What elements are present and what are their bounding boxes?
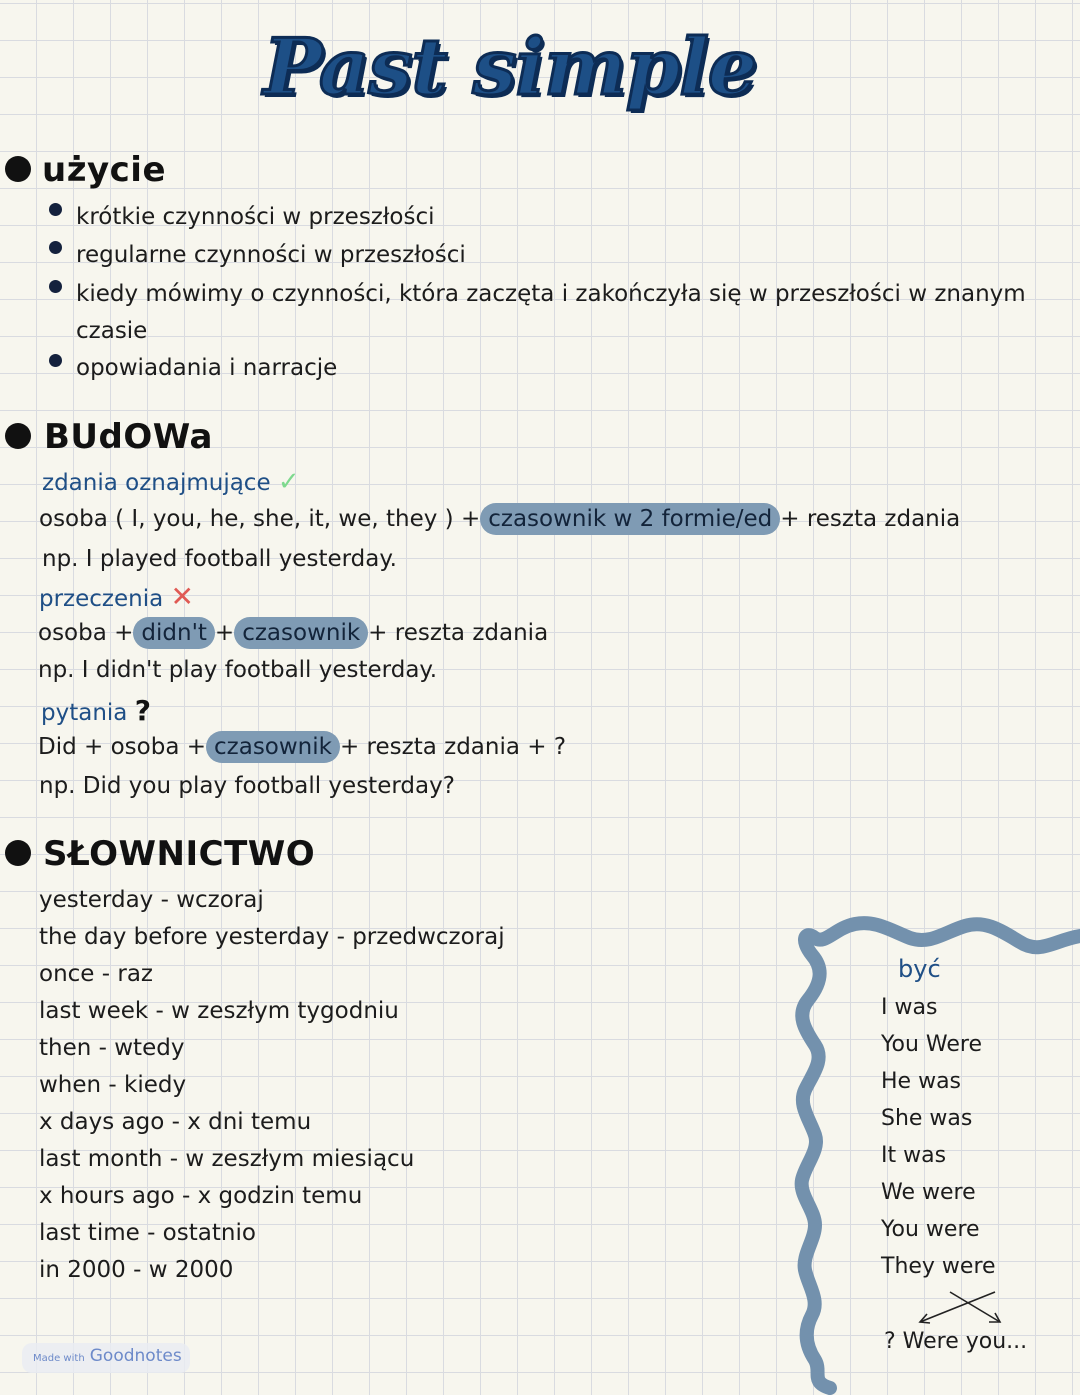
vocab-item: when - kiedy bbox=[39, 1072, 187, 1098]
vocab-item: last week - w zeszłym tygodniu bbox=[39, 998, 399, 1024]
negative-label: przeczenia ✕ bbox=[39, 580, 194, 613]
byc-form: They were bbox=[881, 1254, 996, 1279]
byc-form: He was bbox=[881, 1069, 962, 1094]
heading-uzycie: użycie bbox=[42, 150, 167, 190]
highlight-verb: czasownik bbox=[234, 617, 368, 649]
byc-form: You Were bbox=[881, 1032, 983, 1057]
byc-question: ? Were you... bbox=[884, 1329, 1028, 1354]
check-icon: ✓ bbox=[277, 467, 300, 497]
uzycie-bullet-3-cont: czasie bbox=[76, 318, 148, 344]
bullet-dot bbox=[49, 241, 62, 254]
negative-formula: osoba + didn't + czasownik + reszta zdania bbox=[38, 617, 548, 649]
questions-formula: Did + osoba + czasownik + reszta zdania + ? bbox=[38, 731, 566, 763]
swap-arrows-icon bbox=[915, 1288, 1005, 1328]
vocab-item: in 2000 - w 2000 bbox=[39, 1257, 234, 1283]
negative-example: np. I didn't play football yesterday. bbox=[38, 657, 438, 683]
question-mark-icon: ? bbox=[134, 694, 151, 727]
questions-example: np. Did you play football yesterday? bbox=[39, 773, 455, 799]
bullet-dot bbox=[49, 203, 62, 216]
vocab-item: x hours ago - x godzin temu bbox=[39, 1183, 363, 1209]
highlight-verb: czasownik bbox=[206, 731, 340, 763]
page-title: Past simple bbox=[263, 22, 757, 113]
bullet-dot bbox=[49, 354, 62, 367]
bullet-dot bbox=[49, 280, 62, 293]
affirmative-formula: osoba ( I, you, he, she, it, we, they ) + czasownik w 2 formie/ed + reszta zdania bbox=[39, 503, 960, 535]
highlight-verb-2nd-form: czasownik w 2 formie/ed bbox=[480, 503, 780, 535]
byc-form: It was bbox=[881, 1143, 947, 1168]
uzycie-bullet-2: regularne czynności w przeszłości bbox=[76, 242, 466, 268]
goodnotes-badge-text: Made with Goodnotes bbox=[33, 1346, 182, 1366]
section-bullet bbox=[5, 840, 31, 866]
byc-form: We were bbox=[881, 1180, 976, 1205]
uzycie-bullet-1: krótkie czynności w przeszłości bbox=[76, 204, 435, 230]
vocab-item: the day before yesterday - przedwczoraj bbox=[39, 924, 505, 950]
vocab-item: once - raz bbox=[39, 961, 153, 987]
byc-form: I was bbox=[881, 995, 938, 1020]
vocab-item: last time - ostatnio bbox=[39, 1220, 256, 1246]
vocab-item: last month - w zeszłym miesiącu bbox=[39, 1146, 415, 1172]
uzycie-bullet-4: opowiadania i narracje bbox=[76, 355, 338, 381]
highlight-didnt: didn't bbox=[133, 617, 215, 649]
byc-form: You were bbox=[881, 1217, 980, 1242]
vocab-item: yesterday - wczoraj bbox=[39, 887, 264, 913]
section-bullet bbox=[5, 423, 31, 449]
section-bullet bbox=[5, 156, 31, 182]
affirmative-label: zdania oznajmujące ✓ bbox=[42, 467, 300, 497]
questions-label: pytania ? bbox=[41, 694, 151, 727]
vocab-item: then - wtedy bbox=[39, 1035, 185, 1061]
vocab-item: x days ago - x dni temu bbox=[39, 1109, 312, 1135]
cross-icon: ✕ bbox=[170, 580, 194, 613]
heading-budowa: BUdOWa bbox=[44, 417, 213, 457]
affirmative-example: np. I played football yesterday. bbox=[42, 546, 397, 572]
byc-title: być bbox=[898, 955, 941, 983]
byc-form: She was bbox=[881, 1106, 973, 1131]
uzycie-bullet-3: kiedy mówimy o czynności, która zaczęta i zakończyła się w przeszłości w znanym bbox=[76, 281, 1026, 307]
heading-slownictwo: SŁOWNICTWO bbox=[43, 834, 316, 874]
